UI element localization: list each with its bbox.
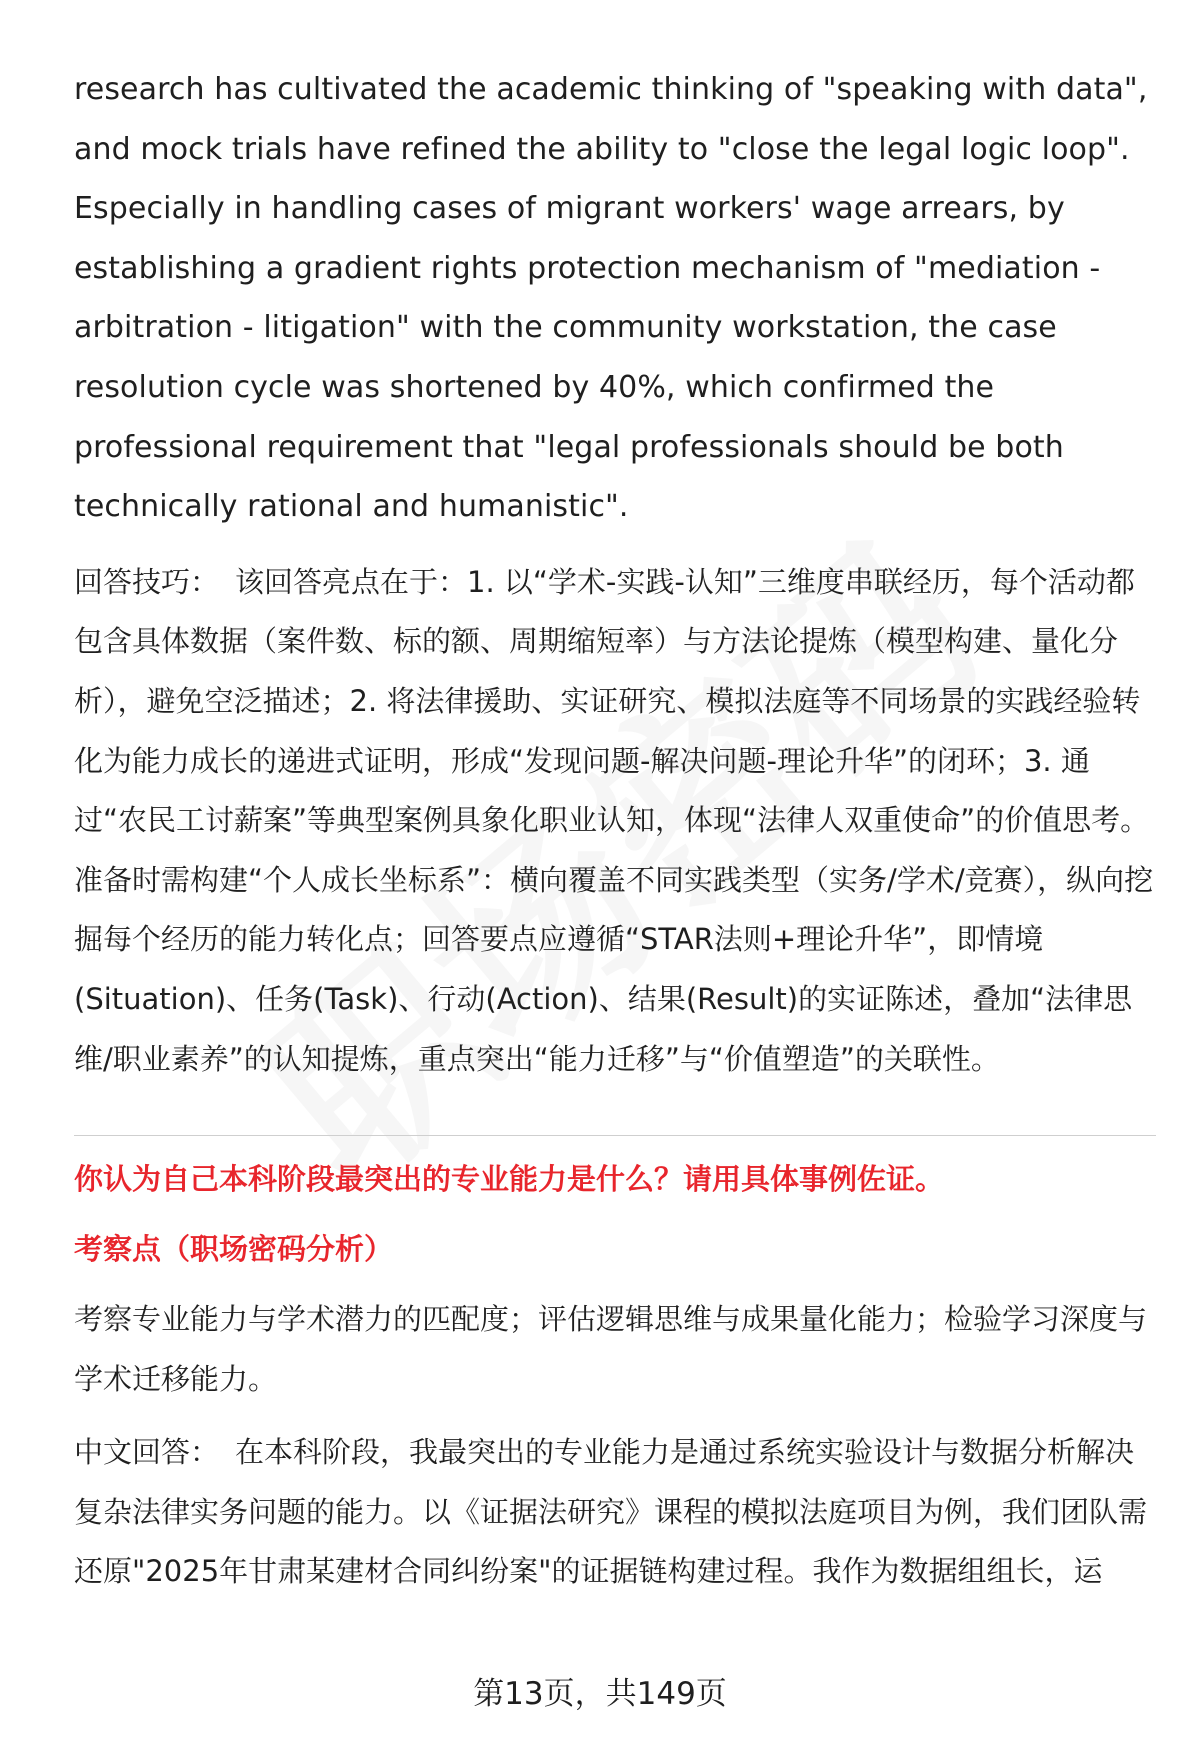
tips-label: 回答技巧：	[74, 564, 220, 599]
chinese-answer-paragraph	[74, 1423, 1156, 1602]
answer-label: 中文回答：	[74, 1435, 220, 1470]
spacer	[74, 1409, 1156, 1423]
section-divider	[74, 1135, 1156, 1136]
answer-text: 在本科阶段，我最突出的专业能力是通过系统实验设计与数据分析解决复杂法律实务问题的能力。以《证据法研究》课程的模拟法庭项目为例，我们团队需还原"2025年甘肃某建材合同纠纷案"的证据链构建过程。我作为数据组组长，运	[74, 1435, 1148, 1589]
tips-text: 该回答亮点在于：1. 以“学术-实践-认知”三维度串联经历，每个活动都包含具体数据（案件数、标的额、周期缩短率）与方法论提炼（模型构建、量化分析），避免空泛描述；2. 将法律援助、实证研究、模拟法庭等不同场景的实践经验转化为能力成长的递进式证明，形成“发现问题-解决问题-理论升华”的闭环；3. 通过“农民工讨薪案”等典型案例具象化职业认知，体现“法律人双重使命”的价值思考。准备时需构建“个人成长坐标系”：横向覆盖不同实践类型（实务/学术/竞赛），纵向挖掘每个经历的能力转化点；回答要点应遵循“STAR法则+理论升华”，即情境(Situation)、任务(Task)、行动(Action)、结果(Result)的实证陈述，叠加“法律思维/职业素养”的认知提炼，重点突出“能力迁移”与“价值塑造”的关联性。	[74, 564, 1154, 1076]
english-answer-paragraph: research has cultivated the academic thinking of "speaking with data", and mock trials have refined the ability to "close the legal logic loop". Especially in handling cases of migrant workers' wage arrears, by establishing a gradient rights protection mechanism of "mediation - arbitration - litigation" with the community workstation, the case resolution cycle was shortened by 40%, which confirmed the professional requirement that "legal professionals should be both technically rational and humanistic".	[74, 72, 1148, 525]
focus-heading: 考察点（职场密码分析）	[74, 1232, 394, 1267]
question-title: 你认为自己本科阶段最突出的专业能力是什么？请用具体事例佐证。	[74, 1162, 945, 1197]
page-number: 第13页，共149页	[473, 1676, 727, 1712]
focus-text: 考察专业能力与学术潜力的匹配度；评估逻辑思维与成果量化能力；检验学习深度与学术迁移能力。	[74, 1302, 1148, 1396]
page-content	[74, 60, 1156, 1602]
tips-paragraph	[74, 553, 1156, 1089]
